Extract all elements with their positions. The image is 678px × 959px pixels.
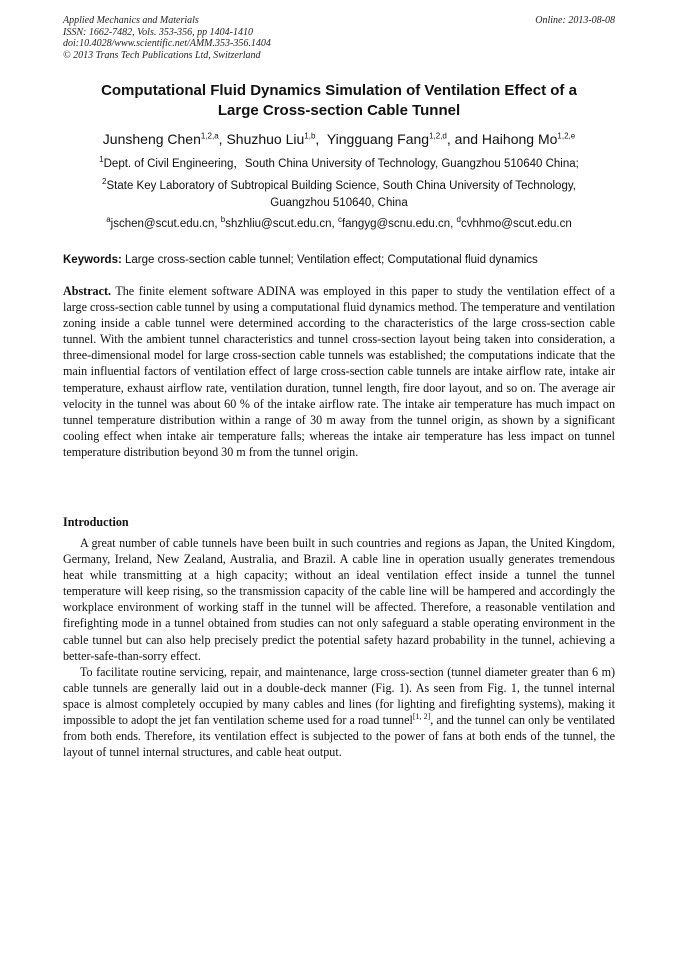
email-link[interactable]: jschen@scut.edu.cn,	[110, 218, 221, 230]
email-link[interactable]: shzhliu@scut.edu.cn,	[225, 218, 338, 230]
abstract-label: Abstract.	[63, 284, 112, 298]
issn-line: ISSN: 1662-7482, Vols. 353-356, pp 1404-1410	[63, 26, 253, 38]
intro-paragraph-2-text-b: , and the tunnel can only be ventilated from both ends. Therefore, its ventilation effect is subjected to the power of fans at both ends of the tunnel, the layout of tunnel internal structures, and cable heat output.	[63, 713, 615, 760]
email-sup: a	[106, 215, 111, 225]
affiliation-2	[63, 178, 615, 212]
intro-paragraph-2-text-a: To facilitate routine servicing, repair, and maintenance, large cross-section (tunnel diameter greater than 6 m) cable tunnels are generally laid out in a double-deck manner (Fig. 1). As seen from Fig. 1, the tunnel internal space is almost completely occupied by many cables and lines (for lighting and firefighting systems), making it impossible to adopt the jet fan ventilation scheme used for a road tunnel	[63, 664, 615, 728]
author-name: Haihong Mo	[481, 131, 558, 147]
abstract-text: The finite element software ADINA was employed in this paper to study the ventilation effect of a large cross-section cable tunnel by using a computational fluid dynamics method. The temperature and ventilation zoning inside a cable tunnel were determined according to the characteristics of the large cross-section cable tunnel. With the ambient tunnel characteristics and tunnel cross-section layout being taken into consideration, a three-dimensional model for large cross-section cable tunnels was established; the computations indicate that the main influential factors of ventilation effect of large cross-section cable tunnels are intake airflow rate, intake air temperature, exhaust airflow rate, ventilation duration, tunnel length, fire door layout, and so on. The average air velocity in the tunnel was about 60 % of the intake airflow rate. The intake air temperature has much impact on tunnel temperature distribution within a range of 30 m away from the tunnel origin, as shown by a significant cooling effect when intake air temperature falls; whereas the intake air temperature has less impact on tunnel temperature distribution beyond 30 m from the tunnel origin.	[63, 284, 616, 459]
author-affil-sup: 1,b	[304, 131, 316, 141]
email-sup: d	[456, 215, 461, 225]
keywords-label: Keywords:	[63, 254, 122, 266]
email-sup: c	[337, 215, 342, 225]
keywords-text: Large cross-section cable tunnel; Ventilation effect; Computational fluid dynamics	[121, 254, 538, 266]
author-name: Shuzhuo Liu	[226, 131, 305, 147]
affiliation-number: 1	[99, 155, 104, 165]
intro-paragraph-1: A great number of cable tunnels have been built in such countries and regions as Japan, the United Kingdom, Germany, Ireland, New Zealand, Australia, and Brazil. A cable line in operation usually generates tremendous heat while transmitting at a high capacity; without an ideal ventilation effect inside a tunnel the tunnel temperature will keep rising, so the transmission capacity of the cable line will be hampered and accordingly the workplace environment of working staff in the tunnel will be affected. Therefore, a reasonable ventilation and firefighting mode in a tunnel obtained from studies can not only safeguard a stable operating environment in the cable tunnel but can also help precisely predict the potential safety hazard probability in the tunnel, achieving a better-safe-than-sorry effect.	[63, 536, 615, 663]
title-line-1: Computational Fluid Dynamics Simulation of Ventilation Effect of a	[101, 82, 577, 99]
copyright-line: © 2013 Trans Tech Publications Ltd, Switzerland	[63, 49, 261, 61]
author-name: Junsheng Chen	[102, 131, 201, 147]
email-link[interactable]: cvhhmo@scut.edu.cn	[461, 218, 572, 230]
section-heading-introduction: Introduction	[63, 515, 129, 529]
affiliation-text: Dept. of Civil Engineering，South China University of Technology, Guangzhou 510640 China;	[103, 158, 579, 170]
author-list	[40, 130, 638, 148]
affiliation-text-line2: Guangzhou 510640, China	[270, 197, 408, 209]
introduction-body	[63, 535, 615, 760]
author-sep: , and	[446, 131, 482, 147]
author-sep: ,	[315, 131, 327, 147]
email-list	[63, 216, 615, 232]
citation-ref[interactable]: [1, 2]	[412, 712, 431, 721]
journal-header	[63, 15, 615, 61]
affiliation-text: State Key Laboratory of Subtropical Building Science, South China University of Technology,	[106, 180, 576, 192]
doi-line[interactable]: doi:10.4028/www.scientific.net/AMM.353-356.1404	[63, 38, 271, 49]
journal-name: Applied Mechanics and Materials	[63, 15, 199, 26]
intro-paragraph-2	[63, 664, 615, 761]
affiliation-number: 2	[102, 177, 107, 187]
author-sep: ,	[218, 131, 227, 147]
affiliation-1	[63, 156, 615, 173]
author-affil-sup: 1,2,e	[557, 131, 576, 141]
author-name: Yingguang Fang	[326, 131, 430, 147]
title-line-2: Large Cross-section Cable Tunnel	[217, 102, 461, 119]
abstract-paragraph	[63, 283, 615, 460]
email-link[interactable]: fangyg@scnu.edu.cn,	[341, 218, 457, 230]
paper-title	[63, 81, 615, 121]
author-affil-sup: 1,2,d	[429, 131, 447, 141]
online-date: Online: 2013-08-08	[535, 15, 615, 26]
author-affil-sup: 1,2,a	[200, 131, 219, 141]
keywords-line	[63, 252, 623, 268]
email-sup: b	[220, 215, 226, 225]
